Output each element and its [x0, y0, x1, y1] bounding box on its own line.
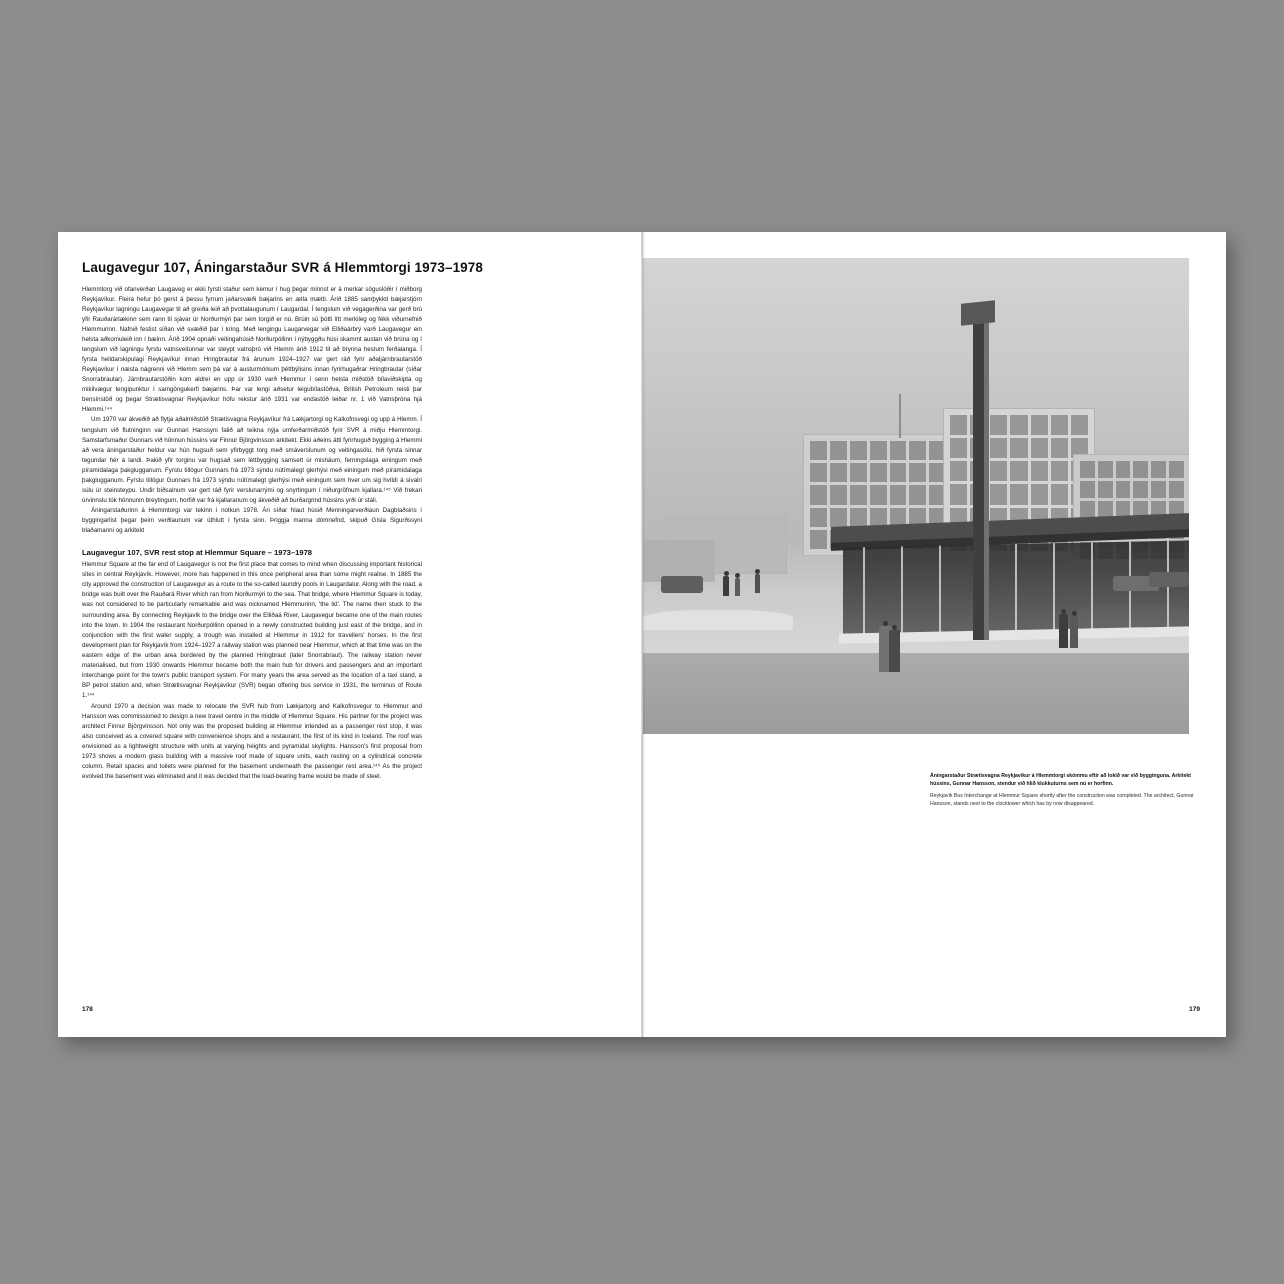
clocktower-head [961, 300, 995, 326]
snowbank [643, 610, 793, 630]
parked-car [1149, 572, 1189, 587]
person-figure [723, 576, 729, 596]
caption-english: Reykjavík Bus Interchange at Hlemmur Square shortly after the construction was completed. The architect, Gunnar Hansson, stands next to the clocktower which has by now disappeared. [930, 793, 1194, 808]
historic-photograph [643, 258, 1189, 734]
folio-left: 178 [82, 1006, 93, 1013]
left-text-column [82, 285, 422, 783]
paragraph-icelandic-3: Áningarstaðurinn á Hlemmtorgi var tekinn í notkun 1978. Ári síðar hlaut húsið Menningarverðlaun Dagblaðsins í byggingarlist þegar þeim verðlaunum var úthlutt í fyrsta sinn. Þriggja manna dómnefnd, skipuð Gísla Sigurðssyni blaðamanni og arkitekt [82, 506, 422, 534]
clocktower [973, 310, 984, 640]
paragraph-icelandic-1: Hlemmtorg við ofanverðan Laugaveg er ekki fyrsti staður sem kemur í hug þegar minnst er á merkar söguslóðir í miðborg Reykjavíkur. Fleira hefur þó gerst á þessu fyrrum jaðarsvæði bæjarins en ætla mætti. Árið 1885 samþykkti bæjarstjórn Reykjavíkur lagningu Laugavegar til að greiða leið að þvottalaugunum í Laugardal. Í tengslum við vegagerðina var gerð brú yfir Rauðarárlækinn sem rann til sjávar úr Norðurmýri þar sem torgið er nú. Brúin sú þótti lítt merkileg og fékk viðurnefnið Hlemmurinn. Nafnið festist síðan við svæðið þar í kring. Með lengingu Laugarvegar við Elliðaárbrý varð Laugavegur ein helsta aðkomuleið inn í bæinn. Árið 1904 opnaði veitingahúsið Norðurpóllinn í nýbyggðu húsi skammt austan við brúna og í tengslum við lagningu fyrstu vatnsveitunnar var steypt vatnsþró við Hlemm árið 1912 til að brynna hestum ferðalanga. Í fyrsta heildarskipulagi Reykjavíkur innan Hringbrautar frá árunum 1924–1927 var gert ráð fyrir aðaljárnbrautarstöð Reykjavíkur í næsta nágrenni við Hlemm sem þá var á austurmörkum þéttbýlisins innan fyrirhugaðrar Hringbrautar (síðar Snorrabrautar). Járnbrautarstöðin kom aldrei en upp úr 1930 varð Hlemmur í senn helsta miðstöð bílaviðskipta og mikilvægur tengipunktur í samgöngukerfi bæjarins. Þar var lengi aðsetur leigubílastöðva, British Petroleum reisti þar bensínstöð og þegar Strætisvagnar Reykjavíkur hófu rekstur árið 1931 var endastöð leiðar nr. 1 við Vatnsþróna hjá Hlemmi.¹⁴⁴ [82, 285, 422, 414]
road [643, 653, 1189, 734]
flagpole [899, 394, 901, 438]
left-page [58, 232, 642, 1037]
page-title: Laugavegur 107, Áningarstaður SVR á Hlemmtorgi 1973–1978 [82, 260, 484, 275]
book-spread [58, 232, 1226, 1037]
person-figure [1070, 616, 1078, 648]
paragraph-english-2: Around 1970 a decision was made to relocate the SVR hub from Lækjartorg and Kalkofnsvegur to Hlemmur and Hansson was commissioned to design a new travel centre in the middle of Hlemmur Square. His partner for the project was architect Finnur Björgvinsson. Not only was the proposed building at Hlemmur intended as a passenger rest stop, it was also conceived as a covered square with convenience shops and a restaurant, the first of its kind in Iceland. The roof was envisioned as a lightweight structure with units at varying heights and pyramidal skylights. Hansson's first proposal from 1973 shows a modern glass building with a massive roof made of square units, each resting on a cylindrical concrete column. Retail spaces and toilets were planned for the basement underneath the passenger rest area.¹⁴⁵ As the project evolved the basement was eliminated and it was decided that the load-bearing frame would be made of steel. [82, 702, 422, 781]
person-figure [1059, 614, 1068, 648]
clocktower-highlight [984, 310, 989, 640]
person-figure [755, 574, 760, 593]
caption-icelandic: Áningarstaður Strætisvagna Reykjavíkur á Hlemmtorgi skömmu eftir að lokið var við bygginguna. Arkitekt hússins, Gunnar Hansson, stendur við hlið klukkuturns sem nú er horfinn. [930, 773, 1191, 788]
folio-right: 179 [1189, 1006, 1200, 1013]
english-subheading: Laugavegur 107, SVR rest stop at Hlemmur Square – 1973–1978 [82, 548, 313, 558]
right-page [642, 232, 1226, 1037]
parked-car [661, 576, 703, 593]
figure-caption [930, 772, 1200, 808]
person-figure [735, 578, 740, 596]
photo-figure [643, 258, 1189, 734]
paragraph-english-1: Hlemmur Square at the far end of Laugavegur is not the first place that comes to mind when discussing important historical sites in central Reykjavík. However, more has happened in this once peripheral area than some might realise. In 1885 the city approved the construction of Laugavegur as a route to the so-called laundry pools in Laugardalur. Along with the road, a bridge was built over the Rauðará River which ran from Norðurmýri to the sea. That bridge, where Hlemmur Square is today, was not considered to be particularly remarkable and was nicknamed Hlemmurinn, 'the lid'. The name then stuck to the surrounding area. By connecting Reykjavík to the bridge over the Elliðaá River, Laugavegur became one of the main routes into the town. In 1904 the restaurant Norðurpóllinn opened in a newly constructed building just east of the bridge, and in conjunction with the first water supply, a trough was installed at Hlemmur in 1912 for travellers' horses. In the first development plan for Reykjavík from 1924–1927 a railway station was planned near Hlemmur, which at that time was on the eastern edge of the urban area bordered by the planned Hringbraut (later Snorrabraut). The railway station never materialised, but from 1930 onwards Hlemmur became both the main hub for drivers and passengers and an important interchange point for the town's public transport system. For many years the area served as the location of a taxi stand, a BP petrol station and, when Strætisvagnar Reykjavíkur (SVR) began offering bus service in 1931, the terminus of Route 1.¹⁴⁴ [82, 561, 422, 700]
paragraph-icelandic-2: Um 1970 var ákveðið að flytja aðalmiðstöð Strætisvagna Reykjavíkur frá Lækjartorgi og Kalkofnsvegi og upp á Hlemm. Í tengslum við flutninginn var Gunnari Hanssyni falið að teikna nýja umferðarmiðstöð fyrir SVR á miðju Hlemmtorgi. Samstarfsmaður Gunnars við hönnun hússins var Finnur Björgvinsson arkitekt. Ekki aðeins átti fyrirhuguð bygging á Hlemmi að vera áningarstaður heldur var hún hugsuð sem yfirbyggt torg með smáverslunum og veitingasölu, hið fyrsta sinnar tegundar hér á landi. Þakið yfir torginu var hugsað sem léttbygging samsett úr misháum, ferningslaga einingum með píramídalaga þakglugganum. Fyrstu tillögur Gunnars frá 1973 sýndu nútímalegt glerhýsi með einingum með píramídalaga þakglugganum. Fyrstu tillögur Gunnars frá 1973 sýndu nútímalegt glerhýsi með einingum sem hver um sig hvíldi á sívalri súlu úr steinsteypu. Undir bíðsalnum var gert ráð fyrir verslunarrými og snyrtingum í niðurgröfnum kjallara.¹⁴⁵ Við frekari úrvinnslu tók hönnunin breytingum, horfið var frá kjallaranum og ákveðið að burðargrind hússins yrði úr stáli. [82, 416, 422, 504]
person-figure [889, 630, 900, 672]
